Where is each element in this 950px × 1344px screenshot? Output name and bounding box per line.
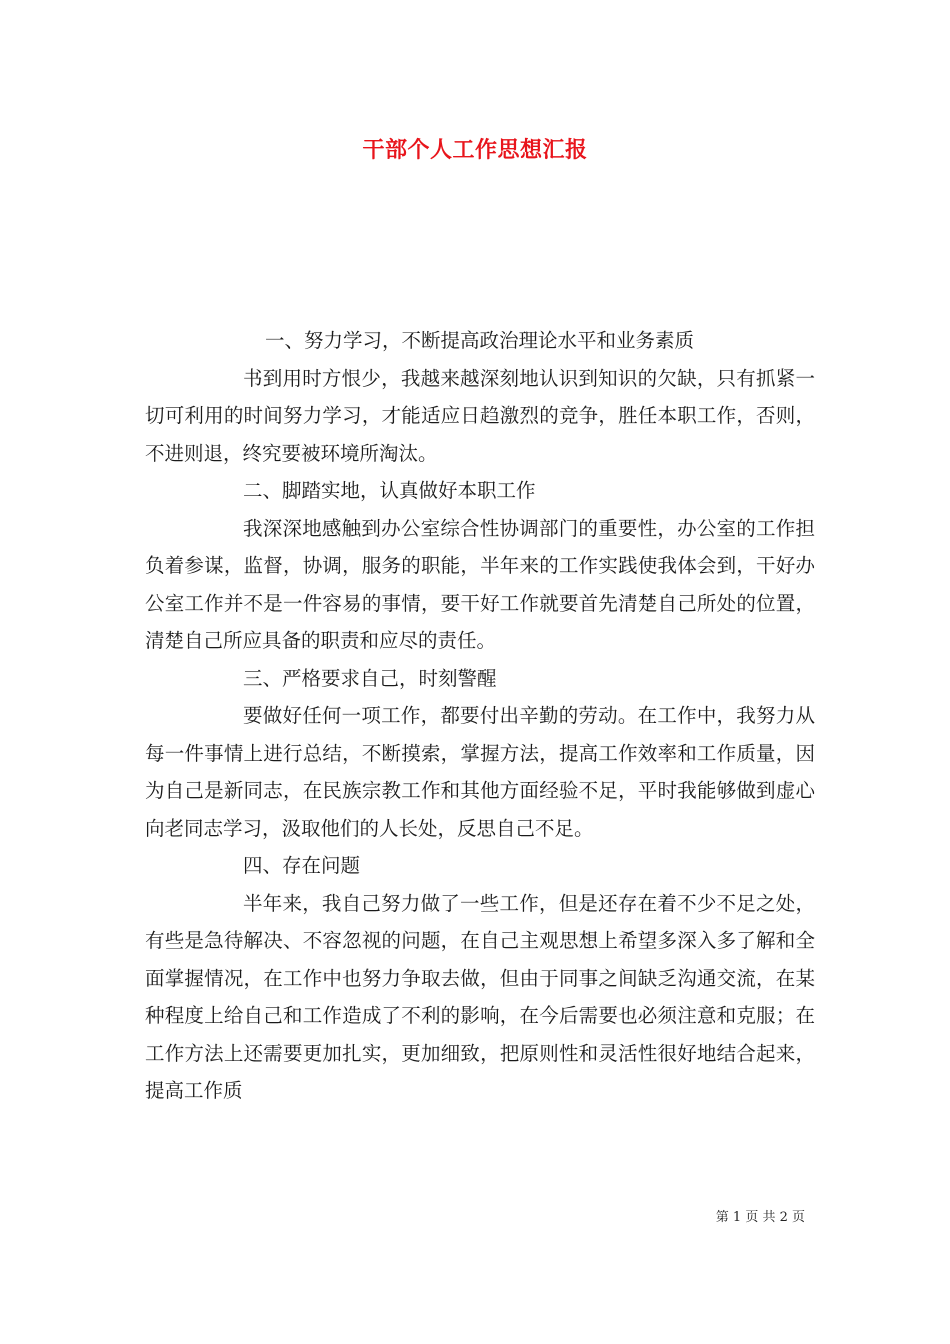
section-paragraph: 书到用时方恨少，我越来越深刻地认识到知识的欠缺，只有抓紧一切可利用的时间努力学习，才能适应日趋激烈的竞争，胜任本职工作，否则，不进则退，终究要被环境所淘汰。: [145, 366, 815, 465]
section-heading: 四、存在问题: [243, 854, 361, 877]
page-number: 第 1 页 共 2 页: [715, 1210, 805, 1225]
section-paragraph: 要做好任何一项工作，都要付出辛勤的劳动。在工作中，我努力从每一件事情上进行总结，不断摸索，掌握方法，提高工作效率和工作质量，因为自己是新同志，在民族宗教工作和其他方面经验不足，平时我能够做到虚心向老同志学习，汲取他们的人长处，反思自己不足。: [145, 704, 815, 840]
document-title: 干部个人工作思想汇报: [362, 137, 588, 163]
section-heading: 一、努力学习，不断提高政治理论水平和业务素质: [265, 329, 695, 352]
section-heading: 三、严格要求自己，时刻警醒: [243, 666, 497, 690]
section-paragraph: 我深深地感触到办公室综合性协调部门的重要性，办公室的工作担负着参谋，监督，协调，服务的职能，半年来的工作实践使我体会到，干好办公室工作并不是一件容易的事情，要干好工作就要首先清楚自己所处的位置，清楚自己所应具备的职责和应尽的责任。: [145, 516, 815, 652]
document-body: [145, 322, 815, 1110]
section-paragraph: 半年来，我自己努力做了一些工作，但是还存在着不少不足之处，有些是急待解决、不容忽视的问题，在自己主观思想上希望多深入多了解和全面掌握情况，在工作中也努力争取去做，但由于同事之间缺乏沟通交流，在某种程度上给自己和工作造成了不利的影响，在今后需要也必须注意和克服；在工作方法上还需要更加扎实，更加细致，把原则性和灵活性很好地结合起来，提高工作质: [145, 891, 815, 1102]
section-heading: 二、脚踏实地，认真做好本职工作: [243, 479, 536, 502]
